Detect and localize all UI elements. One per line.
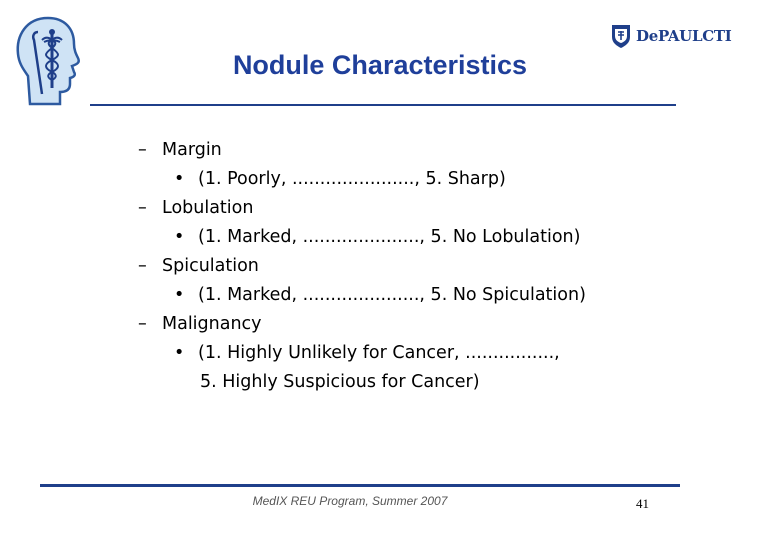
item-label: Lobulation xyxy=(162,198,254,218)
list-item-spiculation xyxy=(138,252,698,281)
item-detail: (1. Marked, ....................., 5. No Lobulation) xyxy=(198,227,581,247)
item-detail-continuation: 5. Highly Suspicious for Cancer) xyxy=(200,372,480,392)
sub-item-malignancy-scale xyxy=(138,339,698,368)
dash-marker: – xyxy=(138,198,147,218)
list-item-malignancy xyxy=(138,310,698,339)
footer-divider xyxy=(40,484,680,487)
bullet-marker: • xyxy=(174,227,185,247)
dash-marker: – xyxy=(138,256,147,276)
bullet-marker: • xyxy=(174,343,185,363)
footer-text: MedIX REU Program, Summer 2007 xyxy=(252,494,448,508)
title-divider xyxy=(90,104,676,106)
depaul-brand-text: DePAULCTI xyxy=(636,27,732,45)
item-label: Margin xyxy=(162,140,222,160)
depaul-shield-icon xyxy=(610,23,632,49)
bullet-marker: • xyxy=(174,169,185,189)
item-label: Spiculation xyxy=(162,256,259,276)
sub-item-malignancy-continuation xyxy=(138,368,698,397)
dash-marker: – xyxy=(138,314,147,334)
item-detail: (1. Poorly, ......................, 5. Sharp) xyxy=(198,169,506,189)
depaul-cti-logo xyxy=(610,22,731,50)
characteristics-list xyxy=(138,136,698,397)
dash-marker: – xyxy=(138,140,147,160)
bullet-marker: • xyxy=(174,285,185,305)
slide-title: Nodule Characteristics xyxy=(232,50,528,80)
list-item-margin xyxy=(138,136,698,165)
sub-item-lobulation-scale xyxy=(138,223,698,252)
sub-item-spiculation-scale xyxy=(138,281,698,310)
page-number: 41 xyxy=(636,496,649,511)
sub-item-margin-scale xyxy=(138,165,698,194)
item-detail: (1. Marked, ....................., 5. No Spiculation) xyxy=(198,285,586,305)
item-detail: (1. Highly Unlikely for Cancer, ................, xyxy=(198,343,560,363)
item-label: Malignancy xyxy=(162,314,262,334)
list-item-lobulation xyxy=(138,194,698,223)
